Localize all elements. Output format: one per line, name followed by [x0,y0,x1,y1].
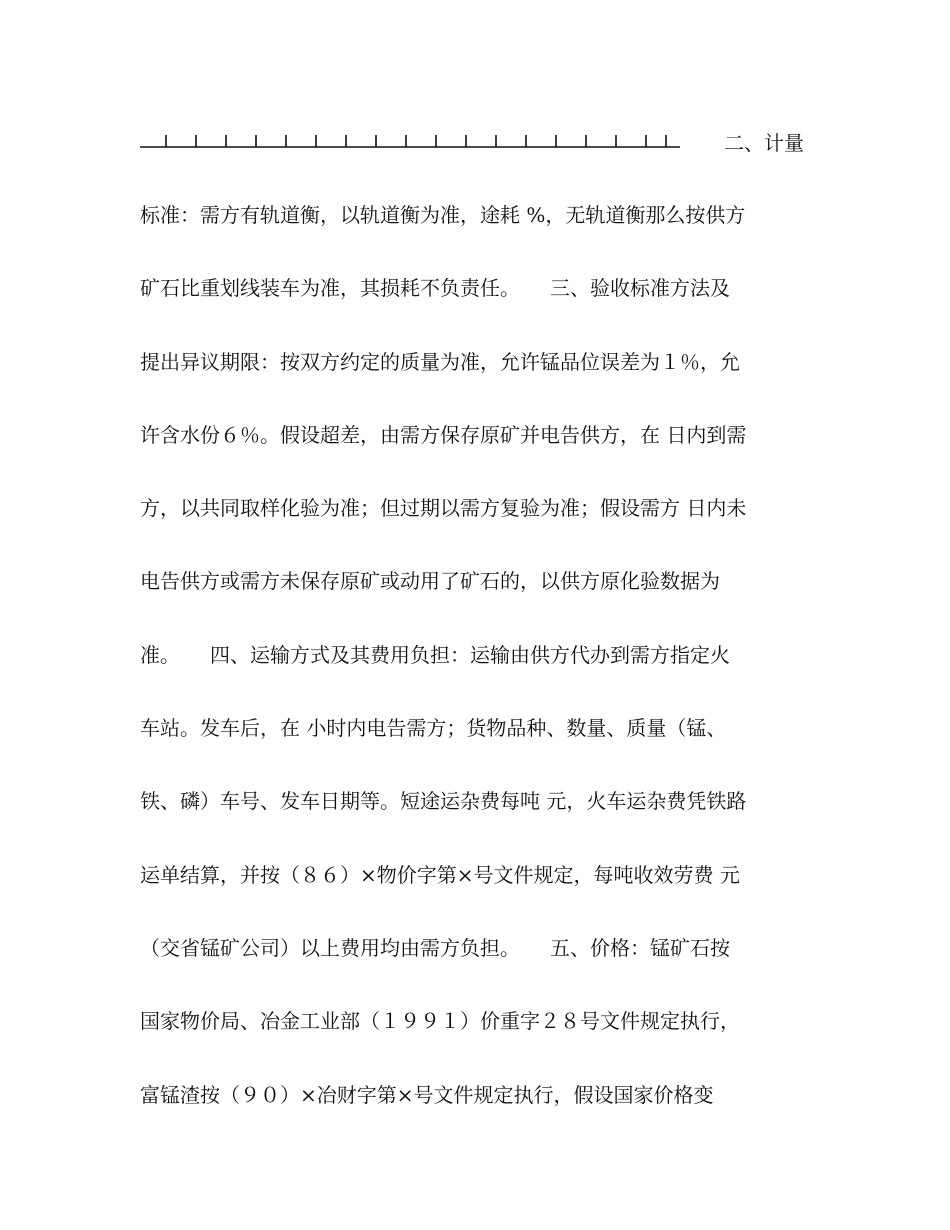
text-line: 车站。发车后，在 小时内电告需方；货物品种、数量、质量（锰、 [140,716,727,741]
table-bottom-rule [140,131,680,153]
text-line: 富锰渣按（９０）×冶财字第×号文件规定执行，假设国家价格变 [140,1082,714,1107]
text-line: 提出异议期限：按双方约定的质量为准，允许锰品位误差为１％，允 [140,349,740,374]
text-line: 准。 四、运输方式及其费用负担：运输由供方代办到需方指定火 [140,642,730,667]
section-heading-measurement: 二、计量 [724,131,804,155]
text-line: 电告供方或需方未保存原矿或动用了矿石的，以供方原化验数据为 [140,569,720,594]
text-line: （交省锰矿公司）以上费用均由需方负担。 五、价格：锰矿石按 [140,935,730,960]
text-line: 许含水份６％。假设超差，由需方保存原矿并电告供方，在 日内到需 [140,422,747,447]
text-line: 矿石比重划线装车为准，其损耗不负责任。 三、验收标准方法及 [140,276,730,301]
text-line: 方，以共同取样化验为准；但过期以需方复验为准；假设需方 日内未 [140,496,747,521]
text-line: 标准：需方有轨道衡，以轨道衡为准，途耗 %，无轨道衡那么按供方 [140,203,746,227]
text-line: 国家物价局、冶金工业部（１９９１）价重字２８号文件规定执行， [140,1009,740,1034]
text-line: 铁、磷）车号、发车日期等。短途运杂费每吨 元，火车运杂费凭铁路 [140,789,747,814]
table-rule-row [140,128,812,158]
contract-body-text [140,200,820,1153]
text-line: 运单结算，并按（８６）×物价字第×号文件规定，每吨收效劳费 元 [140,862,740,887]
